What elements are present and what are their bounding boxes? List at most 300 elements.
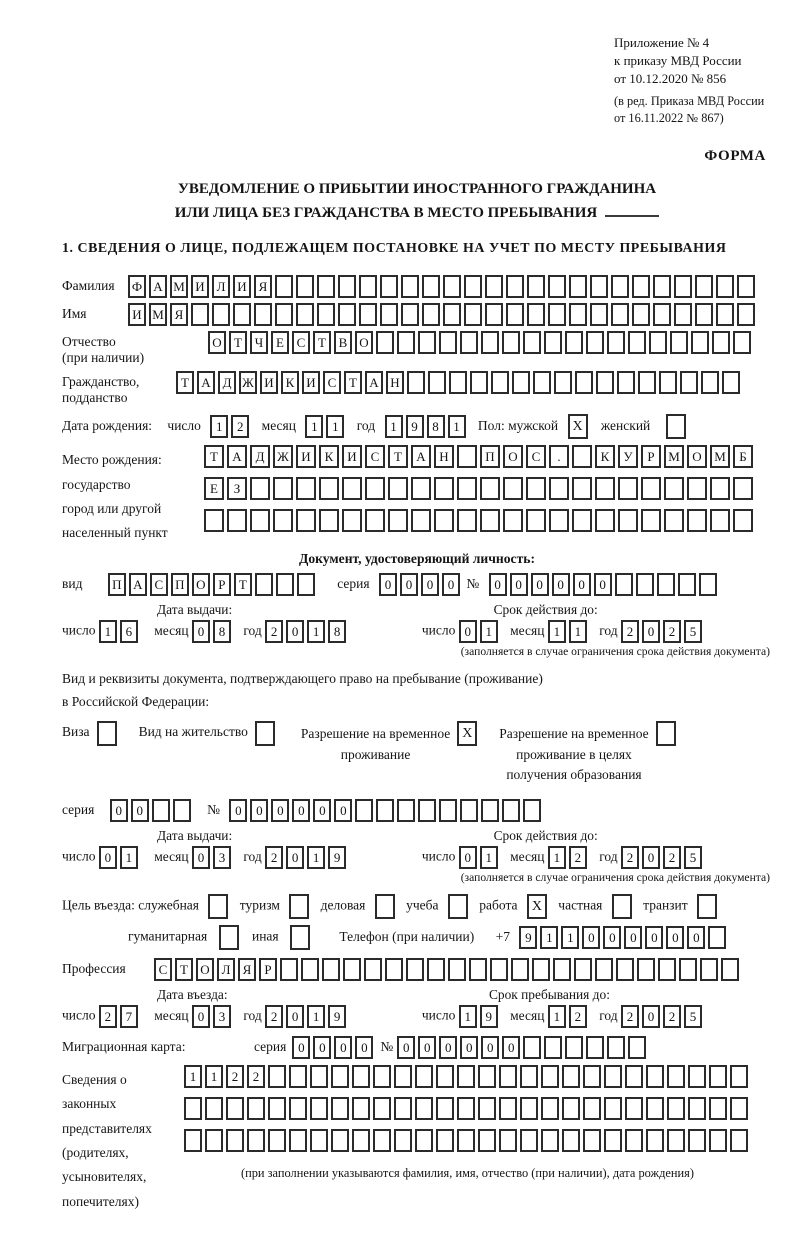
char-box[interactable] [611, 275, 629, 298]
char-box[interactable] [359, 303, 377, 326]
char-box[interactable] [695, 275, 713, 298]
char-box[interactable]: 0 [313, 799, 331, 822]
char-box[interactable]: 0 [666, 926, 684, 949]
char-box[interactable] [457, 477, 477, 500]
char-box[interactable] [173, 799, 191, 822]
other-checkbox[interactable] [290, 925, 310, 950]
char-box[interactable] [523, 1036, 541, 1059]
char-box[interactable] [554, 371, 572, 394]
char-box[interactable] [583, 1097, 601, 1120]
char-box[interactable] [485, 275, 503, 298]
char-box[interactable] [388, 509, 408, 532]
char-box[interactable]: И [302, 371, 320, 394]
char-box[interactable]: 2 [663, 846, 681, 869]
char-box[interactable] [653, 275, 671, 298]
char-box[interactable] [289, 1065, 307, 1088]
char-box[interactable] [604, 1065, 622, 1088]
char-box[interactable] [296, 477, 316, 500]
char-box[interactable]: 0 [229, 799, 247, 822]
char-box[interactable] [338, 275, 356, 298]
char-box[interactable] [523, 331, 541, 354]
char-box[interactable] [394, 1097, 412, 1120]
temp-permit-edu-checkbox[interactable] [656, 721, 676, 746]
char-box[interactable]: 0 [110, 799, 128, 822]
char-box[interactable]: Т [344, 371, 362, 394]
char-box[interactable]: 1 [548, 1005, 566, 1028]
char-box[interactable] [737, 275, 755, 298]
char-box[interactable] [365, 477, 385, 500]
char-box[interactable]: Р [213, 573, 231, 596]
char-box[interactable]: Л [217, 958, 235, 981]
char-box[interactable]: 0 [400, 573, 418, 596]
char-box[interactable] [275, 275, 293, 298]
char-box[interactable] [276, 573, 294, 596]
char-box[interactable] [411, 509, 431, 532]
char-box[interactable] [562, 1129, 580, 1152]
char-box[interactable] [464, 275, 482, 298]
char-box[interactable] [480, 509, 500, 532]
char-box[interactable]: 0 [292, 1036, 310, 1059]
char-box[interactable] [586, 331, 604, 354]
char-box[interactable] [322, 958, 340, 981]
char-box[interactable]: 1 [307, 620, 325, 643]
char-box[interactable] [422, 275, 440, 298]
char-box[interactable] [604, 1129, 622, 1152]
char-box[interactable] [699, 573, 717, 596]
char-box[interactable] [296, 303, 314, 326]
char-box[interactable] [511, 958, 529, 981]
char-box[interactable] [520, 1129, 538, 1152]
char-box[interactable] [569, 275, 587, 298]
char-box[interactable] [611, 303, 629, 326]
char-box[interactable] [338, 303, 356, 326]
char-box[interactable] [247, 1097, 265, 1120]
char-box[interactable]: 0 [250, 799, 268, 822]
char-box[interactable]: 0 [192, 1005, 210, 1028]
char-box[interactable] [443, 275, 461, 298]
char-box[interactable] [480, 477, 500, 500]
char-box[interactable] [688, 1129, 706, 1152]
char-box[interactable] [191, 303, 209, 326]
char-box[interactable] [439, 799, 457, 822]
char-box[interactable] [376, 799, 394, 822]
char-box[interactable] [520, 1097, 538, 1120]
char-box[interactable] [628, 1036, 646, 1059]
char-box[interactable] [615, 573, 633, 596]
char-box[interactable] [688, 1065, 706, 1088]
char-box[interactable]: 1 [99, 620, 117, 643]
char-box[interactable]: А [149, 275, 167, 298]
char-box[interactable] [688, 1097, 706, 1120]
char-box[interactable] [485, 303, 503, 326]
char-box[interactable]: 0 [379, 573, 397, 596]
char-box[interactable] [549, 509, 569, 532]
char-box[interactable] [604, 1097, 622, 1120]
char-box[interactable]: 2 [226, 1065, 244, 1088]
char-box[interactable] [730, 1129, 748, 1152]
char-box[interactable] [457, 1065, 475, 1088]
char-box[interactable] [709, 1065, 727, 1088]
char-box[interactable]: К [319, 445, 339, 468]
char-box[interactable]: 0 [531, 573, 549, 596]
char-box[interactable] [448, 958, 466, 981]
char-box[interactable] [380, 275, 398, 298]
char-box[interactable] [296, 275, 314, 298]
char-box[interactable] [212, 303, 230, 326]
char-box[interactable]: 0 [645, 926, 663, 949]
char-box[interactable] [632, 303, 650, 326]
char-box[interactable]: С [154, 958, 172, 981]
char-box[interactable] [667, 1065, 685, 1088]
char-box[interactable] [280, 958, 298, 981]
char-box[interactable] [364, 958, 382, 981]
char-box[interactable] [478, 1129, 496, 1152]
char-box[interactable] [506, 303, 524, 326]
char-box[interactable] [679, 958, 697, 981]
char-box[interactable] [722, 371, 740, 394]
char-box[interactable]: 9 [519, 926, 537, 949]
char-box[interactable]: 0 [334, 1036, 352, 1059]
char-box[interactable]: 2 [99, 1005, 117, 1028]
char-box[interactable]: 9 [406, 415, 424, 438]
char-box[interactable] [667, 1129, 685, 1152]
char-box[interactable]: 0 [397, 1036, 415, 1059]
char-box[interactable] [481, 331, 499, 354]
char-box[interactable]: 0 [286, 1005, 304, 1028]
char-box[interactable]: И [260, 371, 278, 394]
char-box[interactable] [373, 1097, 391, 1120]
char-box[interactable]: О [196, 958, 214, 981]
char-box[interactable]: Т [204, 445, 224, 468]
char-box[interactable] [553, 958, 571, 981]
business-checkbox[interactable] [375, 894, 395, 919]
char-box[interactable] [709, 1097, 727, 1120]
char-box[interactable]: 0 [271, 799, 289, 822]
char-box[interactable] [418, 331, 436, 354]
char-box[interactable] [670, 331, 688, 354]
char-box[interactable] [710, 477, 730, 500]
char-box[interactable]: 1 [561, 926, 579, 949]
char-box[interactable]: Л [212, 275, 230, 298]
char-box[interactable]: 1 [307, 846, 325, 869]
char-box[interactable] [470, 371, 488, 394]
char-box[interactable] [616, 958, 634, 981]
char-box[interactable] [415, 1065, 433, 1088]
private-checkbox[interactable] [612, 894, 632, 919]
char-box[interactable] [523, 799, 541, 822]
char-box[interactable] [380, 303, 398, 326]
char-box[interactable] [289, 1097, 307, 1120]
char-box[interactable]: 0 [286, 846, 304, 869]
char-box[interactable]: Е [204, 477, 224, 500]
char-box[interactable] [268, 1129, 286, 1152]
char-box[interactable] [590, 303, 608, 326]
char-box[interactable]: 1 [459, 1005, 477, 1028]
char-box[interactable]: 2 [569, 846, 587, 869]
char-box[interactable] [460, 331, 478, 354]
char-box[interactable] [618, 477, 638, 500]
char-box[interactable]: О [687, 445, 707, 468]
char-box[interactable]: 0 [192, 846, 210, 869]
char-box[interactable] [204, 509, 224, 532]
char-box[interactable]: 0 [481, 1036, 499, 1059]
char-box[interactable] [565, 1036, 583, 1059]
char-box[interactable]: Я [254, 275, 272, 298]
char-box[interactable]: П [108, 573, 126, 596]
char-box[interactable]: Я [238, 958, 256, 981]
char-box[interactable] [296, 509, 316, 532]
char-box[interactable]: 0 [552, 573, 570, 596]
char-box[interactable]: 1 [120, 846, 138, 869]
char-box[interactable] [503, 477, 523, 500]
char-box[interactable] [428, 371, 446, 394]
char-box[interactable] [352, 1097, 370, 1120]
char-box[interactable]: 1 [205, 1065, 223, 1088]
char-box[interactable]: 1 [210, 415, 228, 438]
char-box[interactable]: 9 [328, 1005, 346, 1028]
char-box[interactable]: Д [218, 371, 236, 394]
char-box[interactable] [273, 509, 293, 532]
char-box[interactable]: К [281, 371, 299, 394]
char-box[interactable]: . [549, 445, 569, 468]
char-box[interactable]: Ф [128, 275, 146, 298]
char-box[interactable]: Б [733, 445, 753, 468]
char-box[interactable] [385, 958, 403, 981]
char-box[interactable] [436, 1097, 454, 1120]
char-box[interactable] [342, 477, 362, 500]
char-box[interactable]: 1 [540, 926, 558, 949]
char-box[interactable] [401, 275, 419, 298]
char-box[interactable] [541, 1097, 559, 1120]
char-box[interactable]: Т [388, 445, 408, 468]
char-box[interactable]: С [526, 445, 546, 468]
char-box[interactable] [355, 799, 373, 822]
char-box[interactable]: С [365, 445, 385, 468]
char-box[interactable]: М [170, 275, 188, 298]
char-box[interactable] [595, 509, 615, 532]
char-box[interactable]: 5 [684, 620, 702, 643]
char-box[interactable]: И [342, 445, 362, 468]
char-box[interactable]: Т [176, 371, 194, 394]
char-box[interactable] [503, 509, 523, 532]
official-checkbox[interactable] [208, 894, 228, 919]
char-box[interactable] [572, 445, 592, 468]
char-box[interactable] [544, 1036, 562, 1059]
char-box[interactable] [572, 477, 592, 500]
char-box[interactable] [595, 477, 615, 500]
char-box[interactable] [205, 1097, 223, 1120]
char-box[interactable] [457, 445, 477, 468]
char-box[interactable] [607, 1036, 625, 1059]
char-box[interactable] [184, 1097, 202, 1120]
char-box[interactable] [273, 477, 293, 500]
char-box[interactable] [549, 477, 569, 500]
char-box[interactable]: З [227, 477, 247, 500]
char-box[interactable] [708, 926, 726, 949]
char-box[interactable]: 0 [459, 620, 477, 643]
char-box[interactable]: 1 [326, 415, 344, 438]
char-box[interactable]: Т [234, 573, 252, 596]
char-box[interactable] [491, 371, 509, 394]
study-checkbox[interactable] [448, 894, 468, 919]
char-box[interactable] [289, 1129, 307, 1152]
char-box[interactable]: Н [386, 371, 404, 394]
char-box[interactable]: 0 [642, 620, 660, 643]
char-box[interactable]: 2 [231, 415, 249, 438]
char-box[interactable]: 5 [684, 1005, 702, 1028]
char-box[interactable] [415, 1097, 433, 1120]
char-box[interactable]: 2 [621, 1005, 639, 1028]
char-box[interactable] [646, 1129, 664, 1152]
char-box[interactable] [526, 509, 546, 532]
visa-checkbox[interactable] [97, 721, 117, 746]
char-box[interactable] [394, 1129, 412, 1152]
tourism-checkbox[interactable] [289, 894, 309, 919]
char-box[interactable] [691, 331, 709, 354]
char-box[interactable]: 0 [460, 1036, 478, 1059]
char-box[interactable]: 2 [247, 1065, 265, 1088]
char-box[interactable] [641, 477, 661, 500]
char-box[interactable]: 9 [480, 1005, 498, 1028]
char-box[interactable] [250, 509, 270, 532]
char-box[interactable] [716, 303, 734, 326]
char-box[interactable] [250, 477, 270, 500]
char-box[interactable] [268, 1065, 286, 1088]
char-box[interactable] [460, 799, 478, 822]
char-box[interactable] [434, 509, 454, 532]
char-box[interactable]: 0 [489, 573, 507, 596]
char-box[interactable] [687, 509, 707, 532]
char-box[interactable] [411, 477, 431, 500]
char-box[interactable]: В [334, 331, 352, 354]
char-box[interactable] [481, 799, 499, 822]
char-box[interactable]: 1 [548, 620, 566, 643]
char-box[interactable]: Т [313, 331, 331, 354]
char-box[interactable] [638, 371, 656, 394]
char-box[interactable] [457, 1097, 475, 1120]
char-box[interactable] [653, 303, 671, 326]
char-box[interactable] [526, 477, 546, 500]
char-box[interactable]: 1 [305, 415, 323, 438]
char-box[interactable]: Ж [239, 371, 257, 394]
char-box[interactable] [436, 1129, 454, 1152]
char-box[interactable] [434, 477, 454, 500]
char-box[interactable] [427, 958, 445, 981]
char-box[interactable]: 0 [131, 799, 149, 822]
char-box[interactable] [569, 303, 587, 326]
char-box[interactable] [247, 1129, 265, 1152]
char-box[interactable] [533, 371, 551, 394]
char-box[interactable]: 1 [448, 415, 466, 438]
char-box[interactable] [709, 1129, 727, 1152]
char-box[interactable] [205, 1129, 223, 1152]
char-box[interactable] [499, 1065, 517, 1088]
char-box[interactable]: П [171, 573, 189, 596]
char-box[interactable] [733, 509, 753, 532]
char-box[interactable]: 0 [603, 926, 621, 949]
char-box[interactable]: 2 [621, 846, 639, 869]
char-box[interactable] [469, 958, 487, 981]
char-box[interactable]: М [149, 303, 167, 326]
char-box[interactable] [637, 958, 655, 981]
char-box[interactable]: 0 [459, 846, 477, 869]
char-box[interactable] [373, 1065, 391, 1088]
char-box[interactable]: 0 [687, 926, 705, 949]
char-box[interactable]: 2 [265, 620, 283, 643]
char-box[interactable] [565, 331, 583, 354]
char-box[interactable]: П [480, 445, 500, 468]
char-box[interactable] [658, 958, 676, 981]
char-box[interactable]: Ч [250, 331, 268, 354]
char-box[interactable] [394, 1065, 412, 1088]
char-box[interactable] [401, 303, 419, 326]
char-box[interactable] [674, 303, 692, 326]
char-box[interactable] [678, 573, 696, 596]
char-box[interactable]: Д [250, 445, 270, 468]
char-box[interactable] [562, 1065, 580, 1088]
char-box[interactable]: 7 [120, 1005, 138, 1028]
char-box[interactable]: 8 [213, 620, 231, 643]
char-box[interactable]: 0 [355, 1036, 373, 1059]
char-box[interactable] [687, 477, 707, 500]
char-box[interactable] [499, 1129, 517, 1152]
char-box[interactable] [342, 509, 362, 532]
work-checkbox[interactable]: X [527, 894, 547, 919]
char-box[interactable] [319, 509, 339, 532]
female-checkbox[interactable] [666, 414, 686, 439]
char-box[interactable]: 0 [573, 573, 591, 596]
char-box[interactable] [532, 958, 550, 981]
char-box[interactable]: 8 [427, 415, 445, 438]
char-box[interactable]: 0 [418, 1036, 436, 1059]
char-box[interactable] [502, 331, 520, 354]
char-box[interactable]: 2 [663, 1005, 681, 1028]
char-box[interactable] [527, 275, 545, 298]
char-box[interactable] [406, 958, 424, 981]
char-box[interactable] [701, 371, 719, 394]
char-box[interactable]: М [664, 445, 684, 468]
char-box[interactable] [737, 303, 755, 326]
char-box[interactable]: 0 [502, 1036, 520, 1059]
char-box[interactable]: У [618, 445, 638, 468]
char-box[interactable] [464, 303, 482, 326]
char-box[interactable] [617, 371, 635, 394]
char-box[interactable] [297, 573, 315, 596]
char-box[interactable] [365, 509, 385, 532]
char-box[interactable]: 8 [328, 620, 346, 643]
char-box[interactable] [625, 1129, 643, 1152]
char-box[interactable]: 0 [642, 1005, 660, 1028]
char-box[interactable] [595, 958, 613, 981]
char-box[interactable]: 1 [385, 415, 403, 438]
char-box[interactable]: 0 [192, 620, 210, 643]
char-box[interactable] [352, 1065, 370, 1088]
char-box[interactable]: 9 [328, 846, 346, 869]
char-box[interactable]: 1 [480, 620, 498, 643]
char-box[interactable]: Р [259, 958, 277, 981]
char-box[interactable]: Т [229, 331, 247, 354]
char-box[interactable] [407, 371, 425, 394]
char-box[interactable] [457, 1129, 475, 1152]
char-box[interactable]: М [710, 445, 730, 468]
char-box[interactable] [184, 1129, 202, 1152]
char-box[interactable] [478, 1097, 496, 1120]
char-box[interactable] [359, 275, 377, 298]
char-box[interactable] [418, 799, 436, 822]
char-box[interactable] [657, 573, 675, 596]
char-box[interactable] [548, 275, 566, 298]
char-box[interactable] [572, 509, 592, 532]
